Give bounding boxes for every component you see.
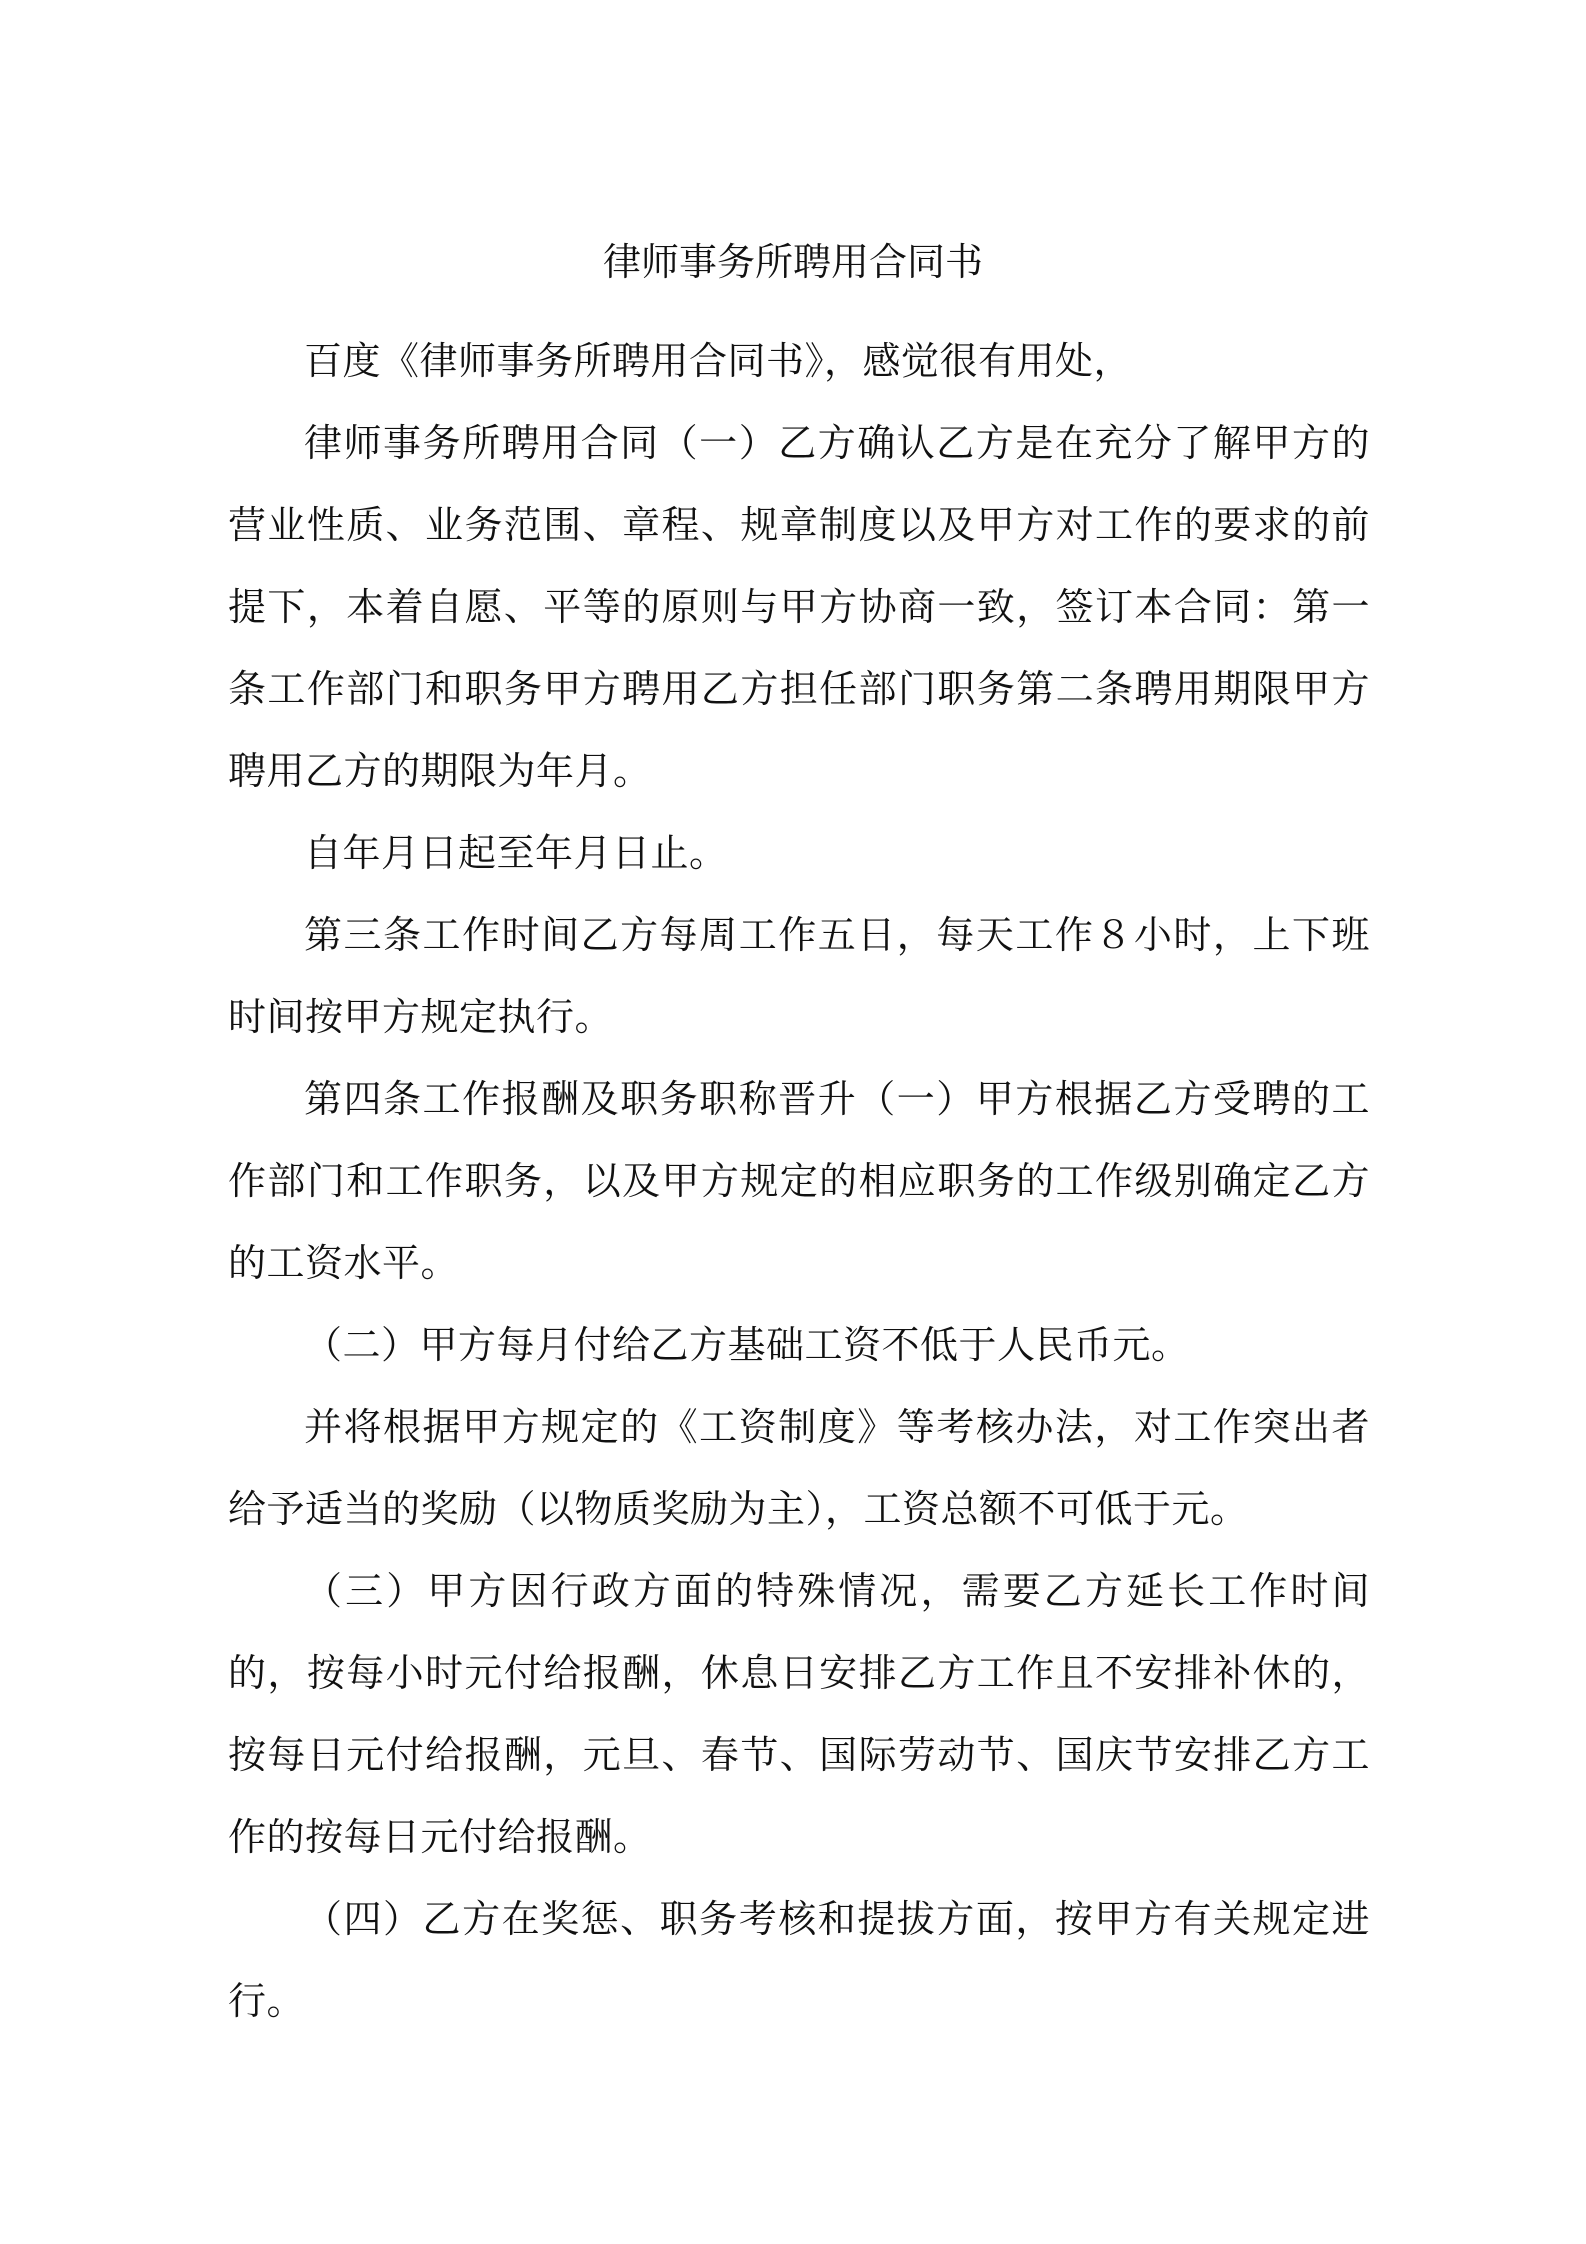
- paragraph-clause-2: （二）甲方每月付给乙方基础工资不低于人民币元。: [304, 1323, 1190, 1367]
- paragraph-salary-system: 并将根据甲方规定的《工资制度》等考核办法，对工作突出者给予适当的奖励（以物质奖励为主），工资总额不可低于元。: [228, 1405, 1370, 1531]
- paragraph-article-3: 第三条工作时间乙方每周工作五日，每天工作８小时，上下班时间按甲方规定执行。: [228, 913, 1370, 1039]
- paragraph-clause-3: （三）甲方因行政方面的特殊情况，需要乙方延长工作时间的，按每小时元付给报酬，休息日安排乙方工作且不安排补休的，按每日元付给报酬，元旦、春节、国际劳动节、国庆节安排乙方工作的按每日元付给报酬。: [228, 1569, 1370, 1859]
- paragraph-article-4: 第四条工作报酬及职务职称晋升（一）甲方根据乙方受聘的工作部门和工作职务，以及甲方规定的相应职务的工作级别确定乙方的工资水平。: [228, 1077, 1370, 1285]
- document-title: 律师事务所聘用合同书: [602, 240, 983, 284]
- document-body: [228, 320, 1370, 2042]
- paragraph-intro: 百度《律师事务所聘用合同书》，感觉很有用处，: [304, 339, 1133, 383]
- paragraph-term-dates: 自年月日起至年月日止。: [304, 831, 728, 875]
- paragraph-clause-4: （四）乙方在奖惩、职务考核和提拔方面，按甲方有关规定进行。: [228, 1897, 1370, 2023]
- paragraph-contract-preamble: 律师事务所聘用合同（一）乙方确认乙方是在充分了解甲方的营业性质、业务范围、章程、规章制度以及甲方对工作的要求的前提下，本着自愿、平等的原则与甲方协商一致，签订本合同：第一条工作部门和职务甲方聘用乙方担任部门职务第二条聘用期限甲方聘用乙方的期限为年月。: [228, 421, 1370, 793]
